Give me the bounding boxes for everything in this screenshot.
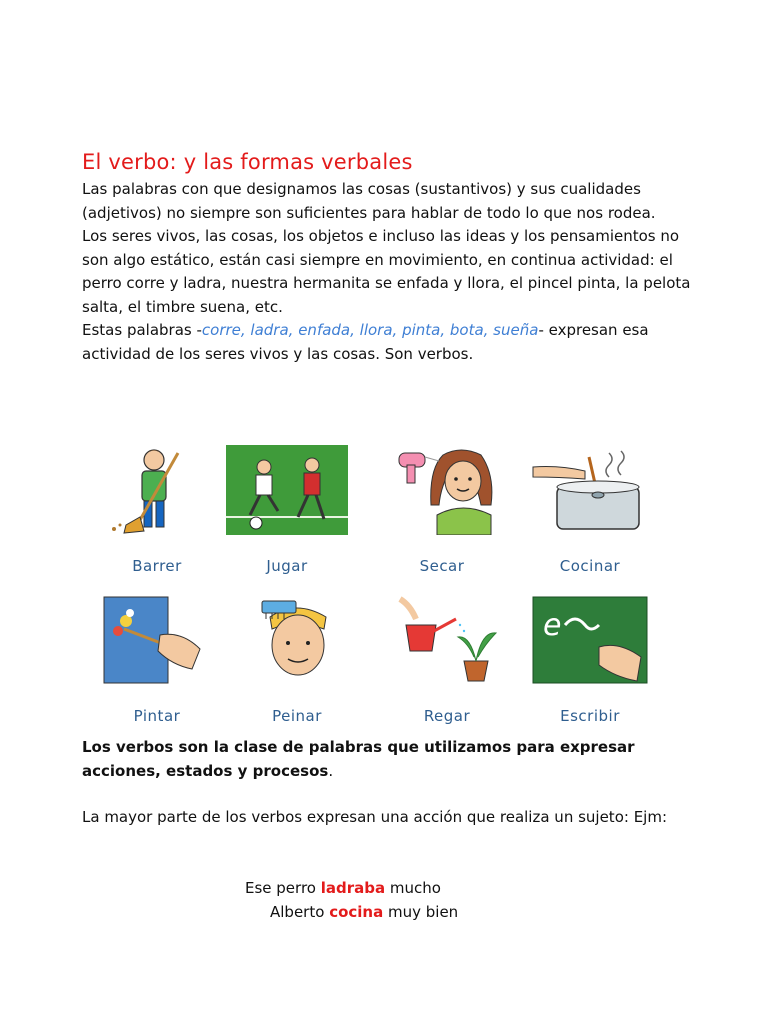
pictogram-cocinar xyxy=(525,445,655,575)
pictogram-secar xyxy=(377,445,507,575)
pictogram-label: Regar xyxy=(423,707,471,725)
definition-end: . xyxy=(328,762,334,780)
paragraph-sustantivos: Las palabras con que designamos las cosas (sustantivos) y sus cualidades (adjetivos) no siempre son suficientes para hablar de todo lo que nos rodea. xyxy=(82,180,656,222)
example-text: Alberto xyxy=(270,903,330,921)
pictogram-label: Peinar xyxy=(272,707,322,725)
hair-dryer-girl-icon xyxy=(381,445,503,535)
example-verb: ladraba xyxy=(320,879,386,897)
chalkboard-writing-icon xyxy=(529,595,651,685)
pictogram-grid xyxy=(82,445,682,725)
pictogram-jugar xyxy=(222,445,352,575)
paragraph-prefix: Estas palabras - xyxy=(82,321,202,339)
paragraph-estas-palabras xyxy=(82,319,702,366)
verb-definition xyxy=(82,735,692,783)
paragraph-mayor-parte: La mayor parte de los verbos expresan una acción que realiza un sujeto: Ejm: xyxy=(82,808,667,826)
comb-boy-icon xyxy=(236,595,358,685)
watering-can-plant-icon xyxy=(386,595,508,685)
svg-text:e: e xyxy=(543,608,562,643)
example-verb: cocina xyxy=(329,903,384,921)
example-text: muy bien xyxy=(383,903,459,921)
pictogram-label: Escribir xyxy=(560,707,620,725)
pictogram-label: Secar xyxy=(419,557,465,575)
definition-bold: Los verbos son la clase de palabras que utilizamos para expresar acciones, estados y procesos xyxy=(82,738,635,780)
pictogram-regar xyxy=(382,595,512,725)
example-text: mucho xyxy=(385,879,441,897)
paintbrush-canvas-icon xyxy=(96,595,218,685)
pictogram-label: Jugar xyxy=(266,557,308,575)
pictogram-peinar xyxy=(232,595,362,725)
example-line-1 xyxy=(245,876,441,900)
paragraph-seres-vivos: Los seres vivos, las cosas, los objetos e incluso las ideas y los pensamientos no son algo estático, están casi siempre en movimiento, en continua actividad: el perro corre y ladra, nuestra hermanita se enfada y llora, el pincel pinta, la pelota salta, el timbre suena, etc. xyxy=(82,227,691,316)
pictogram-label: Cocinar xyxy=(559,557,621,575)
pictogram-label: Barrer xyxy=(132,557,182,575)
paragraph-suffix: - expresan esa actividad de los seres vivos y las cosas. Son verbos. xyxy=(82,321,649,363)
page-title: El verbo: y las formas verbales xyxy=(82,150,413,174)
example-text: Ese perro xyxy=(245,879,321,897)
document-body xyxy=(82,150,702,366)
soccer-players-icon xyxy=(226,445,348,535)
example-line-2 xyxy=(270,900,458,924)
sweeping-boy-icon xyxy=(96,445,218,535)
verb-examples: corre, ladra, enfada, llora, pinta, bota, sueña xyxy=(201,321,539,339)
pictogram-label: Pintar xyxy=(133,707,181,725)
pictogram-escribir xyxy=(525,595,655,725)
pictogram-barrer xyxy=(92,445,222,575)
pictogram-pintar xyxy=(92,595,222,725)
cooking-pot-icon xyxy=(529,445,651,535)
